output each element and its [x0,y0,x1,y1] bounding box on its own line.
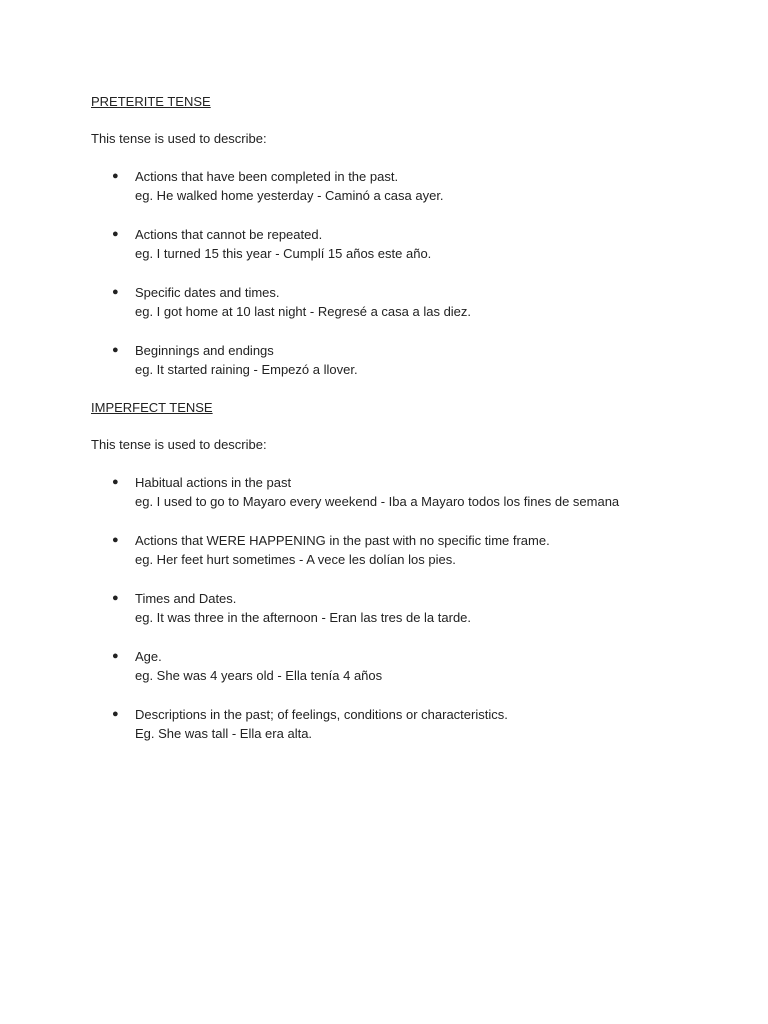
list-item [91,283,731,321]
bullet-icon: ● [112,650,119,662]
list-item [91,647,731,685]
item-example: eg. I used to go to Mayaro every weekend - Iba a Mayaro todos los fines de semana [135,494,620,509]
section-intro: This tense is used to describe: [91,131,267,146]
item-text: Age. [135,649,162,664]
item-example: eg. It started raining - Empezó a llover. [135,362,358,377]
item-text: Times and Dates. [135,591,237,606]
bullet-icon: ● [112,286,119,298]
list-item [91,167,731,205]
bullet-list [91,473,731,743]
bullet-icon: ● [112,344,119,356]
bullet-icon: ● [112,228,119,240]
bullet-icon: ● [112,170,119,182]
item-example: eg. She was 4 years old - Ella tenía 4 años [135,668,383,683]
bullet-list [91,167,731,379]
item-text: Beginnings and endings [135,343,274,358]
bullet-icon: ● [112,708,119,720]
section-heading: IMPERFECT TENSE [91,400,213,415]
list-item [91,531,731,569]
item-example: eg. I got home at 10 last night - Regresé a casa a las diez. [135,304,472,319]
item-text: Actions that WERE HAPPENING in the past with no specific time frame. [135,533,550,548]
list-item [91,341,731,379]
list-item [91,589,731,627]
item-text: Habitual actions in the past [135,475,292,490]
section-heading: PRETERITE TENSE [91,94,211,109]
item-text: Descriptions in the past; of feelings, conditions or characteristics. [135,707,508,722]
list-item [91,705,731,743]
section-imperfect [91,399,731,743]
section-intro: This tense is used to describe: [91,437,267,452]
document-page [91,93,731,743]
list-item [91,225,731,263]
item-text: Specific dates and times. [135,285,280,300]
item-example: Eg. She was tall - Ella era alta. [135,726,313,741]
section-preterite [91,93,731,379]
item-example: eg. I turned 15 this year - Cumplí 15 años este año. [135,246,432,261]
bullet-icon: ● [112,592,119,604]
item-text: Actions that cannot be repeated. [135,227,323,242]
item-text: Actions that have been completed in the past. [135,169,399,184]
bullet-icon: ● [112,476,119,488]
bullet-icon: ● [112,534,119,546]
item-example: eg. He walked home yesterday - Caminó a casa ayer. [135,188,444,203]
list-item [91,473,731,511]
item-example: eg. It was three in the afternoon - Eran las tres de la tarde. [135,610,472,625]
item-example: eg. Her feet hurt sometimes - A vece les dolían los pies. [135,552,456,567]
